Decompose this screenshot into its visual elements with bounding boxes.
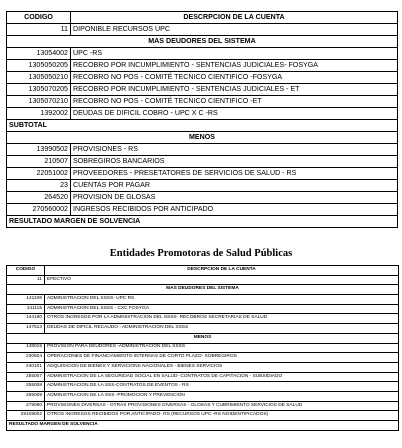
account-code: 13990502 [7,144,71,156]
table-row [7,156,398,168]
account-description: PROVISION DE GLOSAS [71,192,398,204]
table-row [7,343,399,353]
account-code: 1392002 [7,108,71,120]
account-code: 11 [7,24,71,36]
table-body [7,24,398,228]
table-row [7,411,399,421]
account-code: 264520 [7,192,71,204]
account-description: DIPONIBLE RECURSOS UPC [71,24,398,36]
account-code: 1305070210 [7,96,71,108]
account-description: PROVISIONES - RS [71,144,398,156]
account-description: OPERACIONES DE FINANCIAMIENTO INTERNAS DE CORTO PLAZO- SOBREGIROS [45,353,399,363]
summary-label: SUBTOTAL [7,120,398,132]
account-description: PROVEEDORES - PRESETATORES DE SERVICIOS DE SALUD - RS [71,168,398,180]
account-code: 29109002 [7,411,45,421]
account-description: ADMINISTRACION DE LA SSS-CONTRATOS DE EVENTOS - RS [45,382,399,392]
section-row [7,333,399,343]
account-code: 13054002 [7,48,71,60]
account-code: 147513 [7,324,45,334]
account-description: ADQUISICION DE BIENES Y SERVICIONS NACIONALES - BIENES SERVICIOS [45,362,399,372]
account-code: 23 [7,180,71,192]
table-row [7,401,399,411]
account-description: DEUDAS DE DIFICIL COBRO - UPC X C -RS [71,108,398,120]
header-codigo: CODIGO [7,12,71,24]
account-description: RECOBRO POR INCUMPLIMIENTO - SENTENCIAS JUDICIALES- FOSYGA [71,60,398,72]
section-row [7,285,399,295]
account-code: 255009 [7,391,45,401]
table-row [7,314,399,324]
summary-row [7,120,398,132]
section-label: MENOS [7,132,398,144]
account-description: PROVISION PARA DEUDORES -ADMINISTRACION DEL SSSS [45,343,399,353]
account-description: ADMINISTRACION DEL SSSS - CXC FOSYGA [45,304,399,314]
table-row [7,180,398,192]
table-row [7,84,398,96]
account-code: 148015 [7,343,45,353]
account-description: OTROS INGRESOS RECIBIDOS POR ANTICIPADO- RS (RECURSOS UPC -RS NOIDENTIFICADOS) [45,411,399,421]
account-code: 141115 [7,304,45,314]
account-description: ADMINISTRACION DEL SSSS- UPC RS [45,295,399,305]
table-row [7,60,398,72]
section-row [7,36,398,48]
table-row [7,144,398,156]
table-header-row [7,266,399,276]
account-description: RECOBRO NO POS - COMITÉ TECNICO CIENTIFICO -ET [71,96,398,108]
section-label: MAS DEUDORES DEL SISTEMA [7,285,399,295]
summary-label: RESULTADO MARGEN DE SOLVENCIA [7,421,399,431]
account-code: 240101 [7,362,45,372]
header-descripcion: DESCRPCION DE LA CUENTA [71,12,398,24]
account-description: SOBREGIROS BANCARIOS [71,156,398,168]
account-description: UPC -RS [71,48,398,60]
account-code: 1305050205 [7,60,71,72]
account-description: RECOBRO POR INCUMPLIMIENTO - SENTENCIAS JUDICIALES - ET [71,84,398,96]
table-row [7,304,399,314]
account-code: 230604 [7,353,45,363]
account-code: 255008 [7,382,45,392]
account-code: 1305050210 [7,72,71,84]
account-description: RECOBRO NO POS - COMITÉ TECNICO CIENTIFICO -FOSYGA [71,72,398,84]
table-row [7,72,398,84]
account-code: 255007 [7,372,45,382]
table-row [7,353,399,363]
account-description: OTROS INGRESOS POR LA ADMINISTRACION DEL SSSS- RECOBROS SECRETARIAS DE SALUD [45,314,399,324]
summary-row [7,421,399,431]
account-code: 270560002 [7,204,71,216]
table-row [7,275,399,285]
table-body [7,275,399,430]
table-eps-privadas [6,11,398,228]
section-label: MENOS [7,333,399,343]
account-description: ADMINISTRACION DE LA SSS -PROMOCION Y PREVENCION [45,391,399,401]
table-row [7,108,398,120]
account-description: EFECTIVO [45,275,399,285]
table-row [7,168,398,180]
table-row [7,295,399,305]
account-description: PROVISIONES DIVERSAS - OTRAS PROVISIONES DIVERSAS - GLOSAS Y CUBRIMIENTO SERVICIOS DE SALUD [45,401,399,411]
table-row [7,24,398,36]
account-code: 1305070205 [7,84,71,96]
table-row [7,372,399,382]
account-description: DEUDAS DE DIFICIL RECAUDO - ADMINISTRACION DEL SSSS [45,324,399,334]
account-code: 141106 [7,295,45,305]
section-label: MAS DEUDORES DEL SISTEMA [7,36,398,48]
section-row [7,132,398,144]
table-row [7,382,399,392]
summary-label: RESULTADO MARGEN DE SOLVENCIA [7,216,398,228]
account-code: 210507 [7,156,71,168]
header-descripcion: DESCRPCION DE LA CUENTA [45,266,399,276]
account-description: INGRESOS RECIBIDOS POR ANTICIPADO [71,204,398,216]
table-row [7,324,399,334]
table-row [7,96,398,108]
account-code: 22051002 [7,168,71,180]
account-code: 279090 [7,401,45,411]
table-row [7,391,399,401]
table-row [7,204,398,216]
account-description: ADMINISTRACION DE LA SEGURIDAD SOCIAL EN SALUD- CONTRATOS DE CAPITACION - SUBSIDIADO [45,372,399,382]
table-row [7,362,399,372]
table-row [7,192,398,204]
account-code: 11 [7,275,45,285]
table-eps-publicas [6,265,399,431]
account-description: CUENTAS POR PAGAR [71,180,398,192]
summary-row [7,216,398,228]
section-caption: Entidades Promotoras de Salud Públicas [109,248,293,259]
account-code: 144190 [7,314,45,324]
header-codigo: CODIGO [7,266,45,276]
table-row [7,48,398,60]
table-header-row [7,12,398,24]
